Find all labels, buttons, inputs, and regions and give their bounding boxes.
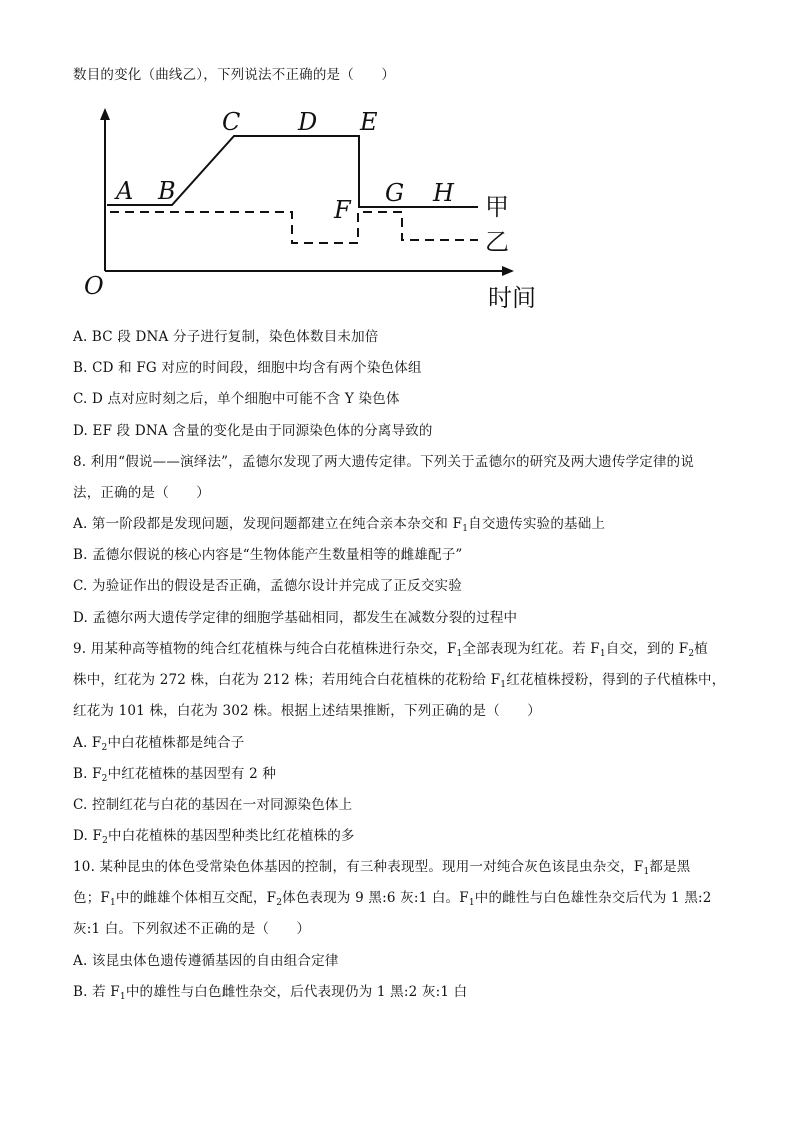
q10-stem-line1: 10. 某种昆虫的体色受常染色体基因的控制，有三种表现型。现用一对纯合灰色该昆虫杂交，$F_1$都是黑 [73, 859, 691, 877]
q7-figure [70, 100, 550, 315]
q9-option-b: B. $F_2$中红花植株的基因型有 2 种 [73, 766, 277, 784]
point-label-h: H [433, 179, 454, 207]
q7-option-d: D. EF 段 DNA 含量的变化是由于同源染色体的分离导致的 [73, 423, 433, 439]
point-label-g: G [385, 179, 405, 207]
q7-option-c: C. D 点对应时刻之后，单个细胞中可能不含 Y 染色体 [73, 391, 400, 407]
q10-stem-line2: 色；$F_1$中的雌雄个体相互交配，$F_2$体色表现为 9 黑:6 灰:1 白。$F_1$中的雌性与白色雄性杂交后代为 1 黑:2 [73, 890, 712, 908]
q9-stem-line1: 9. 用某种高等植物的纯合红花植株与纯合白花植株进行杂交，$F_1$全部表现为红花。若 $F_1$自交，到的 $F_2$植 [73, 641, 708, 659]
q10-option-b: B. 若 $F_1$中的雄性与白色雌性杂交，后代表现仍为 1 黑:2 灰:1 白 [73, 984, 468, 1002]
q7-stem: 数目的变化（曲线乙），下列说法不正确的是（ ） [73, 67, 396, 83]
q8-option-a: A. 第一阶段都是发现问题，发现问题都建立在纯合亲本杂交和 $F_1$自交遗传实验的基础上 [73, 516, 606, 534]
point-label-b: B [158, 177, 176, 205]
q8-option-c: C. 为验证作出的假设是否正确，孟德尔设计并完成了正反交实验 [73, 578, 462, 594]
origin-label: O [84, 272, 104, 300]
q8-stem-line1: 8. 利用“假说——演绎法”，孟德尔发现了两大遗传定律。下列关于孟德尔的研究及两大遗传学定律的说 [73, 454, 695, 470]
q8-option-d: D. 孟德尔两大遗传学定律的细胞学基础相同，都发生在减数分裂的过程中 [73, 610, 518, 626]
series-label-jia: 甲 [485, 193, 509, 221]
q8-stem-line2: 法，正确的是（ ） [73, 485, 210, 501]
q7-option-a: A. BC 段 DNA 分子进行复制，染色体数目未加倍 [73, 329, 379, 345]
series-yi-line [110, 212, 478, 243]
q9-option-d: D. $F_2$中白花植株的基因型种类比红花植株的多 [73, 828, 355, 846]
q9-stem-line2: 株中，红花为 272 株，白花为 212 株；若用纯合白花植株的花粉给 $F_1$红花植株授粉，得到的子代植株中， [73, 672, 726, 690]
point-label-d: D [298, 108, 318, 136]
q9-option-a: A. $F_2$中白花植株都是纯合子 [73, 735, 245, 753]
series-label-yi: 乙 [485, 228, 509, 256]
q10-option-a: A. 该昆虫体色遗传遵循基因的自由组合定律 [73, 953, 339, 969]
q9-stem-line3: 红花为 101 株，白花为 302 株。根据上述结果推断，下列正确的是（ ） [73, 703, 541, 719]
x-axis-label: 时间 [488, 284, 536, 312]
point-label-e: E [360, 108, 378, 136]
point-label-a: A [116, 177, 134, 205]
q7-option-b: B. CD 和 FG 对应的时间段，细胞中均含有两个染色体组 [73, 360, 422, 376]
q8-option-b: B. 孟德尔假说的核心内容是“生物体能产生数量相等的雌雄配子” [73, 547, 463, 563]
q10-stem-line3: 灰:1 白。下列叙述不正确的是（ ） [73, 921, 311, 937]
q9-option-c: C. 控制红花与白花的基因在一对同源染色体上 [73, 797, 353, 813]
point-label-c: C [222, 108, 241, 136]
point-label-f: F [334, 196, 351, 224]
